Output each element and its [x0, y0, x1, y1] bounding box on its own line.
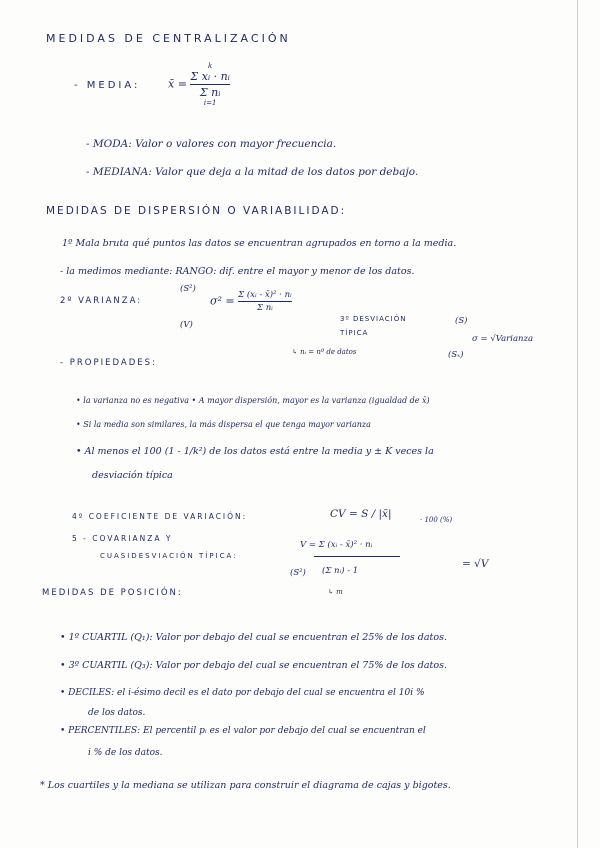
moda-line: - MODA: Valor o valores con mayor frecuencia.	[86, 138, 337, 150]
varianza-symbol: (S²)	[180, 284, 196, 294]
covarianza-formula: V = Σ (xᵢ - x̄)² · nᵢ	[300, 540, 373, 550]
propiedad-3: • Al menos el 100 (1 - 1/k²) de los datos está entre la media y ± K veces la	[76, 446, 434, 457]
varianza-denominator: Σ nᵢ	[257, 303, 273, 313]
page-edge	[577, 0, 578, 848]
section-title-centralization: MEDIDAS DE CENTRALIZACIÓN	[46, 32, 291, 45]
varianza-lhs: σ² =	[210, 294, 235, 308]
covarianza-label-2: CUASIDESVIACIÓN TÍPICA:	[100, 552, 238, 560]
covarianza-symbol: (S²)	[290, 568, 306, 578]
media-formula-lhs: x̄ =	[168, 77, 187, 91]
varianza-formula	[210, 290, 292, 313]
percentiles-line-2: i % de los datos.	[88, 748, 163, 758]
desviacion-label: 3º DESVIACIÓN TÍPICA	[340, 315, 407, 337]
propiedad-2: • Si la media son similares, la más dispersa el que tenga mayor varianza	[76, 420, 371, 429]
media-formula	[168, 62, 230, 107]
percentiles-line: • PERCENTILES: El percentil pᵢ es el valor por debajo del cual se encuentran el	[60, 726, 426, 736]
section-title-position: MEDIDAS DE POSICIÓN:	[42, 588, 183, 598]
deciles-line-2: de los datos.	[88, 708, 146, 718]
cuasidesviacion-formula: = √V	[462, 558, 489, 570]
cuartil-1-line: • 1º CUARTIL (Q₁): Valor por debajo del cual se encuentran el 25% de los datos.	[60, 632, 447, 643]
fraction-bar	[190, 84, 229, 85]
propiedades-title: - PROPIEDADES:	[60, 358, 157, 368]
varianza-symbol-2: (V)	[180, 320, 193, 330]
varianza-numerator: Σ (xᵢ - x̄)² · nᵢ	[238, 290, 292, 300]
covarianza-note: ↳ m	[328, 588, 343, 596]
desviacion-formula: σ = √Varianza	[472, 334, 534, 344]
propiedad-3-cont: desviación típica	[92, 470, 173, 481]
fraction-bar	[238, 301, 292, 302]
propiedad-1: • la varianza no es negativa • A mayor dispersión, mayor es la varianza (igualdad de x̄)	[76, 396, 430, 405]
deciles-line: • DECILES: el i-ésimo decil es el dato por debajo del cual se encuentra el 10i %	[60, 688, 425, 698]
media-denominator: Σ nᵢ	[199, 86, 221, 99]
dispersion-line-1: 1º Mala bruta qué puntos las datos se encuentran agrupados en torno a la media.	[62, 238, 457, 249]
varianza-note: ↳ nᵢ = nº de datos	[292, 348, 357, 356]
media-idx-top: k	[208, 62, 213, 70]
section-title-dispersion: MEDIDAS DE DISPERSIÓN O VARIABILIDAD:	[46, 205, 347, 217]
media-idx-bot: i=1	[203, 99, 217, 107]
varianza-label: 2º VARIANZA:	[60, 296, 143, 306]
desviacion-symbol: (S)	[455, 316, 468, 326]
mediana-line: - MEDIANA: Valor que deja a la mitad de los datos por debajo.	[86, 166, 419, 178]
dispersion-line-2: - la medimos mediante: RANGO: dif. entre el mayor y menor de los datos.	[60, 266, 415, 277]
covarianza-fraction-bar	[314, 556, 400, 557]
cuartil-3-line: • 3º CUARTIL (Q₃): Valor por debajo del cual se encuentran el 75% de los datos.	[60, 660, 447, 671]
media-fraction	[190, 62, 229, 107]
cv-formula: CV = S / |x̄|	[330, 508, 392, 520]
varianza-fraction	[238, 290, 292, 313]
covarianza-label: 5 - COVARIANZA Y	[72, 534, 173, 543]
covarianza-denominator: (Σ nᵢ) - 1	[322, 566, 359, 576]
footer-note: * Los cuartiles y la mediana se utilizan para construir el diagrama de cajas y bigotes.	[40, 780, 451, 791]
desviacion-symbol-2: (Sₓ)	[448, 350, 464, 360]
media-numerator: Σ xᵢ · nᵢ	[190, 70, 230, 83]
media-label: - MEDIA:	[74, 80, 141, 91]
cv-label: 4º COEFICIENTE DE VARIACIÓN:	[72, 512, 248, 521]
cv-percent: · 100 (%)	[420, 516, 453, 524]
